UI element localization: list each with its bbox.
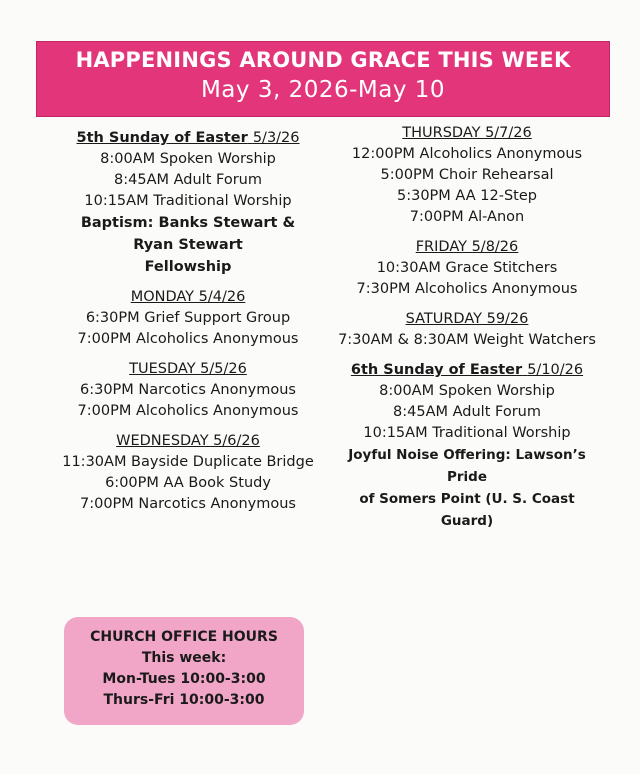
saturday-header: SATURDAY 59/26 [405, 311, 529, 327]
list-item: 8:45AM Adult Forum [114, 172, 262, 188]
sunday-header: 5th Sunday of Easter 5/3/26 [76, 130, 300, 146]
sunday-note: Fellowship [144, 259, 232, 275]
list-item: 7:30PM Alcoholics Anonymous [356, 281, 578, 297]
list-item: 7:00PM Alcoholics Anonymous [77, 403, 299, 419]
thursday-section [334, 122, 600, 228]
sunday-section [42, 127, 334, 278]
list-item: 8:00AM Spoken Worship [100, 151, 276, 167]
offering-note: Joyful Noise Offering: Lawson’s Pride [348, 447, 586, 485]
list-item: 7:00PM Alcoholics Anonymous [77, 331, 299, 347]
friday-header: FRIDAY 5/8/26 [415, 239, 519, 255]
list-item: 11:30AM Bayside Duplicate Bridge [62, 454, 314, 470]
wednesday-header: WEDNESDAY 5/6/26 [116, 433, 260, 449]
offering-note: of Somers Point (U. S. Coast Guard) [359, 491, 575, 529]
tuesday-header: TUESDAY 5/5/26 [129, 361, 247, 377]
list-item: 5:00PM Choir Rehearsal [380, 167, 554, 183]
right-column [334, 122, 600, 540]
header-banner [36, 41, 610, 117]
date-range: May 3, 2026-May 10 [200, 77, 446, 103]
list-item: 6:30PM Grief Support Group [85, 310, 291, 326]
list-item: 6:00PM AA Book Study [105, 475, 271, 491]
page-title: HAPPENINGS AROUND GRACE THIS WEEK [75, 48, 571, 72]
sunday-note: Ryan Stewart [133, 237, 243, 253]
monday-section [42, 286, 334, 350]
list-item: 10:15AM Traditional Worship [84, 193, 292, 209]
list-item: 12:00PM Alcoholics Anonymous [351, 146, 583, 162]
wednesday-section [42, 430, 334, 515]
sunday-easter-section [334, 359, 600, 532]
office-hours-subtitle: This week: [141, 650, 227, 666]
list-item: 5:30PM AA 12-Step [397, 188, 537, 204]
monday-header: MONDAY 5/4/26 [130, 289, 246, 305]
list-item: 7:00PM Al-Anon [409, 209, 525, 225]
list-item: 7:00PM Narcotics Anonymous [80, 496, 296, 512]
tuesday-section [42, 358, 334, 422]
sunday-easter-header: 6th Sunday of Easter 5/10/26 [350, 362, 584, 378]
list-item: 7:30AM & 8:30AM Weight Watchers [338, 332, 596, 348]
list-item: 6:30PM Narcotics Anonymous [80, 382, 296, 398]
list-item: 10:15AM Traditional Worship [363, 425, 571, 441]
list-item: 8:45AM Adult Forum [393, 404, 541, 420]
list-item: 8:00AM Spoken Worship [379, 383, 555, 399]
friday-section [334, 236, 600, 300]
left-column [42, 127, 334, 523]
sunday-note: Baptism: Banks Stewart & [80, 215, 296, 231]
saturday-section [334, 308, 600, 351]
thursday-header: THURSDAY 5/7/26 [402, 125, 532, 141]
office-hours-title: CHURCH OFFICE HOURS [90, 629, 278, 645]
list-item: 10:30AM Grace Stitchers [376, 260, 558, 276]
office-hours-box [64, 617, 304, 725]
office-hours-line: Thurs-Fri 10:00-3:00 [103, 692, 265, 708]
office-hours-line: Mon-Tues 10:00-3:00 [102, 671, 266, 687]
